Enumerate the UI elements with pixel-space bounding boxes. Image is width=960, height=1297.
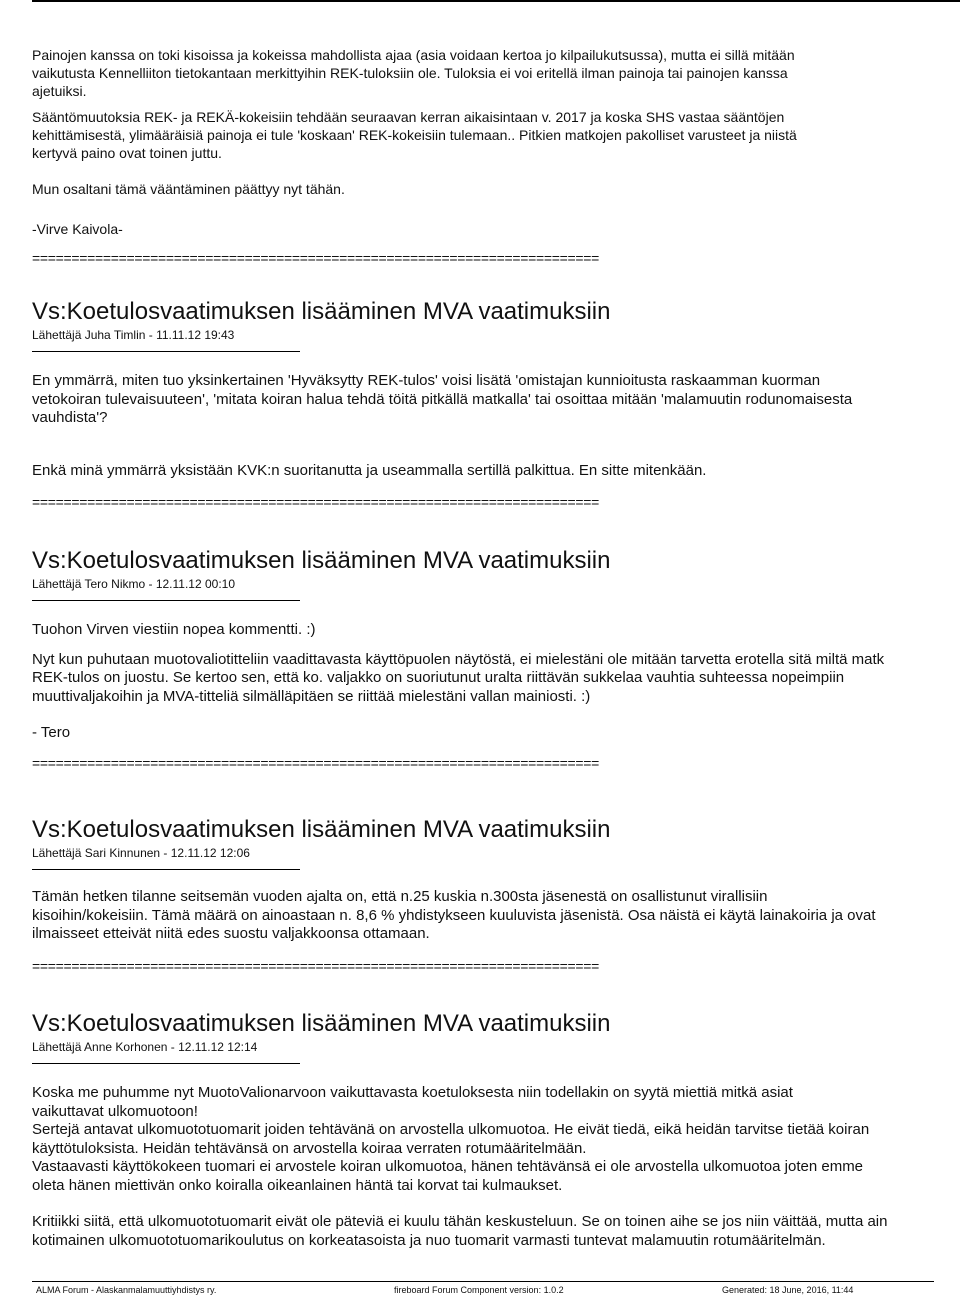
post-line: muuttivaljakoihin ja MVA-titteliä silmälläpitäen se riittää mielestäni vallan mainiosti. :) [32,687,591,705]
post-line: vaikuttavat ulkomuotoon! [32,1102,198,1120]
meta-rule [32,351,300,352]
post-line: - Tero [32,724,71,741]
intro-message [32,46,960,266]
meta-rule [32,600,300,601]
post-line: Sertejä antavat ulkomuototuomarit joiden tehtävänä on arvostella ulkomuotoa. He eivät tiedä, eikä heidän tarvitse tietää koiran [32,1121,870,1138]
post-title: Vs:Koetulosvaatimuksen lisääminen MVA vaatimuksiin [32,1010,611,1037]
footer-rule [32,1281,934,1282]
post-meta: Lähettäjä Tero Nikmo - 12.11.12 00:10 [32,577,236,591]
intro-line: kertyvä paino ovat toinen juttu. [32,145,222,161]
intro-line: vaikutusta Kennelliiton tietokantaan merkittyihin REK-tuloksiin ole. Tuloksia ei voi eritellä ilman painoja tai painojen kanssa [32,65,788,81]
post-line: Kritiikki siitä, että ulkomuototuomarit eivät ole päteviä ei kuulu tähän keskusteluun. Se on toinen aihe se jos niin väittää, mutta ain [32,1213,888,1230]
meta-rule [32,1063,300,1064]
post-line: vauhdista'? [32,409,108,426]
intro-line: Painojen kanssa on toki kisoissa ja kokeissa mahdollista ajaa (asia voidaan kertoa jo kilpailukutsussa), mutta ei sillä mitään [32,47,795,63]
post [32,547,960,771]
meta-rule [32,869,300,870]
post-line: Koska me puhumme nyt MuotoValionarvoon vaikuttavasta koetuloksesta niin todellakin on syytä miettiä mitkä asiat [32,1084,793,1101]
post-meta: Lähettäjä Sari Kinnunen - 12.11.12 12:06 [32,846,250,860]
post [32,1010,960,1250]
post-line: oleta hänen miettivän onko koiralla oikeanlainen häntä tai korvat tai kulmaukset. [32,1176,563,1194]
post [32,816,960,974]
post-line: kotimainen ulkomuototuomarikoulutus on korkeatasoista ja nuo tuomarit varmasti tuntevat malamuutin rotumääritelmän. [32,1231,826,1249]
post-line: Nyt kun puhutaan muotovaliotitteliin vaadittavasta käyttöpuolen näytöstä, ei mielestäni ole mitään tarvetta erotella sitä miltä matk [32,650,885,668]
intro-line: ajetuiksi. [32,83,87,99]
separator: ======================================================================== [32,494,600,510]
post-body [32,1084,960,1250]
footer-site-name: ALMA Forum - Alaskanmalamuuttiyhdistys ry. [36,1285,217,1295]
post-line: käyttötuloksista. Heidän tehtävänsä on arvostella koiraa verraten rotumääritelmään. [32,1139,587,1157]
post-title: Vs:Koetulosvaatimuksen lisääminen MVA vaatimuksiin [32,547,611,574]
post-line: Tuohon Virven viestiin nopea kommentti. :) [32,621,316,638]
post-body [32,372,960,480]
footer-generated-date: Generated: 18 June, 2016, 11:44 [722,1285,854,1295]
post-title: Vs:Koetulosvaatimuksen lisääminen MVA vaatimuksiin [32,298,611,325]
post-line: Tämän hetken tilanne seitsemän vuoden ajalta on, että n.25 kuskia n.300sta jäsenestä on osallistunut virallisiin [32,888,768,905]
intro-signature: -Virve Kaivola- [32,221,123,237]
post-line: REK-tulos on juostu. Se kertoo sen, että ko. valjakko on suoriutunut uralta riittävän sukkelaa vauhtia suhteessa nopeimpiin [32,669,845,686]
post-meta: Lähettäjä Anne Korhonen - 12.11.12 12:14 [32,1040,258,1054]
post-title: Vs:Koetulosvaatimuksen lisääminen MVA vaatimuksiin [32,816,611,843]
post-line: vetokoiran tulevaisuuteen', 'mitata koiran halua tehdä töitä pitkällä matkalla' tai osoittaa mitään 'malamuutin rodunomaisesta [32,390,853,408]
separator: ======================================================================== [32,754,600,771]
separator: ======================================================================== [32,250,600,266]
post-body [32,888,960,944]
intro-line: kehittämisestä, ylimääräisiä painoja ei tule 'koskaan' REK-kokeisiin tulemaan.. Pitkien matkojen pakolliset varusteet ja niistä [32,127,797,143]
post-line: ilmaisseet etteivät niitä edes suostu valjakkoonsa ottamaan. [32,925,430,942]
post-line: Enkä minä ymmärrä yksistään KVK:n suoritanutta ja useammalla sertillä palkittua. En sitte mitenkään. [32,461,707,479]
intro-closing: Mun osaltani tämä vääntäminen päättyy nyt tähän. [32,181,345,197]
footer-component-version: fireboard Forum Component version: 1.0.2 [394,1285,564,1295]
post-line: En ymmärrä, miten tuo yksinkertainen 'Hyväksytty REK-tulos' voisi lisätä 'omistajan kunnioitusta raskaamman kuorman [32,372,821,389]
post [32,298,960,510]
post-line: kisoihin/kokeisiin. Tämä määrä on ainoastaan n. 8,6 % yhdistykseen kuuluvista jäsenistä. Osa näistä ei käytä lainakoiria ja ovat [32,906,876,924]
post-meta: Lähettäjä Juha Timlin - 11.11.12 19:43 [32,328,235,342]
separator: ======================================================================== [32,957,600,974]
post-body [32,621,960,743]
post-line: Vastaavasti käyttökokeen tuomari ei arvostele koiran ulkomuotoa, hänen tehtävänsä ei ole arvostella ulkomuotoa joten emme [32,1158,864,1175]
intro-line: Sääntömuutoksia REK- ja REKÄ-kokeisiin tehdään seuraavan kerran aikaisintaan v. 2017 ja koska SHS vastaa sääntöjen [32,109,785,125]
top-rule [32,0,960,2]
